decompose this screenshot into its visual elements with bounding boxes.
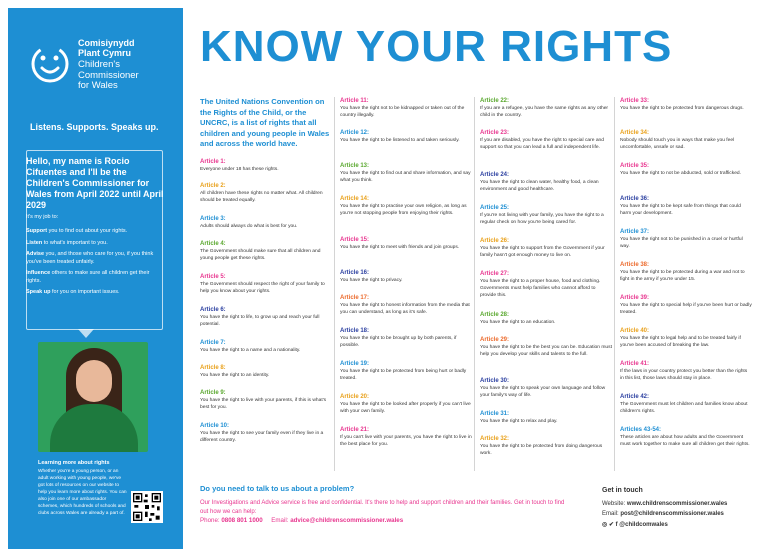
article-19: [340, 360, 472, 382]
article-24: [480, 171, 612, 193]
article-heading: Article 8:: [200, 365, 226, 371]
logo-line-1: Comisiynydd: [78, 38, 135, 48]
article-41: [620, 360, 752, 382]
article-heading: Article 29:: [480, 337, 510, 343]
article-heading: Article 15:: [340, 237, 370, 243]
article-heading: Article 25:: [480, 205, 510, 211]
article-text: You have the right to relax and play.: [480, 419, 558, 424]
phone-number[interactable]: 0808 801 1000: [221, 517, 263, 524]
article-heading: Article 33:: [620, 98, 650, 104]
job-lead: Speak up: [26, 289, 51, 295]
article-6: [200, 306, 332, 328]
article-text: You have the right to life, to grow up and reach your full potential.: [200, 315, 320, 327]
article-36: [620, 195, 752, 217]
job-lead: Advise: [26, 251, 45, 257]
article-28: [480, 311, 612, 326]
help-title: Do you need to talk to us about a problem?: [200, 484, 355, 493]
article-text: All children have these rights no matter what. All children should be treated equally.: [200, 191, 323, 203]
article-heading: Article 4:: [200, 241, 226, 247]
article-text: If you're not living with your family, you have the right to a regular check on how you're being cared for.: [480, 213, 604, 225]
article-heading: Article 35:: [620, 163, 650, 169]
article-heading: Article 24:: [480, 172, 510, 178]
article-37: [620, 228, 752, 250]
logo-line-2: Plant Cymru: [78, 48, 132, 58]
article-23: [480, 129, 612, 151]
article-text: You have the right to support from the Government if your family hasn't got enough money to live on.: [480, 246, 605, 258]
website-label: Website:: [602, 501, 626, 507]
job-item: [26, 240, 166, 248]
article-text: You have the right to be protected from dangerous drugs.: [620, 106, 744, 111]
job-lead: Listen: [26, 239, 43, 246]
article-text: These articles are about how adults and the Government must work together to make sure all children get their rights.: [620, 435, 750, 447]
article-text: You have the right to be the best you can be. Education must help you develop your skills and talents to the full.: [480, 345, 612, 357]
article-text: You have the right not to be punished in a cruel or hurtful way.: [620, 237, 743, 249]
column-divider: [334, 97, 335, 471]
article-13: [340, 162, 472, 184]
article-heading: Article 31:: [480, 411, 510, 417]
article-4: [200, 240, 332, 262]
job-text: you to find out about your rights.: [47, 228, 128, 234]
article-text: The Government must let children and families know about children's rights.: [620, 402, 748, 414]
article-32: [480, 435, 612, 457]
uncrc-intro: The United Nations Convention on the Rights of the Child, or the UNCRC, is a list of rights that all children and young people in Wales and across the world have.: [200, 97, 330, 148]
article-34: [620, 129, 752, 151]
article-heading: Article 39:: [620, 295, 650, 301]
tagline: Listens. Supports. Speaks up.: [30, 122, 159, 132]
article-10: [200, 422, 332, 444]
article-heading: Article 26:: [480, 238, 510, 244]
article-heading: Article 23:: [480, 130, 510, 136]
article-heading: Article 14:: [340, 196, 370, 202]
help-text: Our Investigations and Advice service is free and confidential. It's there to help and support children and their families. Get in touch to find out how we can help:: [200, 500, 565, 515]
article-1: [200, 158, 332, 173]
page-title: KNOW YOUR RIGHTS: [200, 22, 673, 71]
article-17: [340, 294, 472, 316]
article-text: You have the right to be brought up by both parents, if possible.: [340, 336, 457, 348]
article-heading: Article 28:: [480, 312, 510, 318]
article-30: [480, 377, 612, 399]
article-3: [200, 215, 332, 230]
job-text: others to make sure all children get their rights.: [26, 270, 150, 284]
article-5: [200, 273, 332, 295]
article-heading: Article 30:: [480, 378, 510, 384]
article-heading: Article 3:: [200, 216, 226, 222]
articles-43-54: [620, 426, 752, 448]
learn-more-text: Whether you're a young person, or an adult working with young people, we've got lots of resources on our website to help you learn more about rights. You can also join one of our ambassador schemes, which hundreds of schools and clubs across Wales are already a part of.: [38, 469, 127, 516]
article-heading: Article 40:: [620, 328, 650, 334]
article-8: [200, 364, 332, 379]
post-email-link[interactable]: post@childrenscommissioner.wales: [620, 511, 724, 517]
article-heading: Article 27:: [480, 271, 510, 277]
article-26: [480, 237, 612, 259]
social-handle[interactable]: @childcomwales: [619, 522, 668, 528]
job-item: [26, 251, 166, 266]
article-heading: Article 2:: [200, 183, 226, 189]
article-text: You have the right to special help if you've been hurt or badly treated.: [620, 303, 752, 315]
article-text: Adults should always do what is best for you.: [200, 224, 298, 229]
job-item: [26, 289, 166, 297]
article-text: You have the right to a proper house, food and clothing. Governments must help families who cannot afford to provide this.: [480, 279, 601, 298]
website-link[interactable]: www.childrenscommissioner.wales: [626, 501, 728, 507]
article-text: You have the right to live with your parents, if this is what's best for you.: [200, 398, 327, 410]
logo-line-4: Commissioner: [78, 69, 139, 81]
article-heading: Article 16:: [340, 270, 370, 276]
article-text: If you are disabled, you have the right to special care and support so that you can lead a full and independent life.: [480, 138, 604, 150]
article-29: [480, 336, 612, 358]
article-20: [340, 393, 472, 415]
article-text: If you are a refugee, you have the same rights as any other child in the country.: [480, 106, 609, 118]
article-2: [200, 182, 332, 204]
job-lead: Influence: [26, 270, 51, 276]
article-heading: Article 20:: [340, 394, 370, 400]
article-text: You have the right to an education.: [480, 320, 556, 325]
article-text: You have the right to be protected during a war and not to fight in the army if you're under 15.: [620, 270, 745, 282]
article-heading: Article 9:: [200, 390, 226, 396]
article-heading: Article 19:: [340, 361, 370, 367]
article-text: You have the right to legal help and to be treated fairly if you've been accused of breaking the law.: [620, 336, 741, 348]
commissioner-intro: Hello, my name is Rocio Cifuentes and I'll be the Children's Commissioner for Wales from April 2022 until April 2029: [26, 156, 164, 210]
article-heading: Article 6:: [200, 307, 226, 313]
article-heading: Article 36:: [620, 196, 650, 202]
article-heading: Article 34:: [620, 130, 650, 136]
article-22: [480, 97, 612, 119]
article-42: [620, 393, 752, 415]
article-text: If the laws in your country protect you better than the rights in this list, those laws should stay in place.: [620, 369, 748, 381]
get-in-touch-title: Get in touch: [602, 487, 643, 494]
article-heading: Article 7:: [200, 340, 226, 346]
article-40: [620, 327, 752, 349]
job-text: for you on important issues.: [50, 289, 120, 295]
article-27: [480, 270, 612, 299]
article-16: [340, 269, 472, 284]
article-heading: Article 21:: [340, 427, 370, 433]
article-heading: Articles 43-54:: [620, 427, 662, 433]
article-heading: Article 22:: [480, 98, 510, 104]
logo-line-5: for Wales: [78, 80, 118, 91]
speech-bubble-tail: [78, 329, 94, 338]
article-heading: Article 12:: [340, 130, 370, 136]
article-text: You have the right to be protected from doing dangerous work.: [480, 444, 603, 456]
article-heading: Article 10:: [200, 423, 230, 429]
article-38: [620, 261, 752, 283]
article-heading: Article 42:: [620, 394, 650, 400]
article-35: [620, 162, 752, 177]
article-15: [340, 236, 472, 251]
article-text: You have the right to see your family even if they live in a different country.: [200, 431, 324, 443]
article-31: [480, 410, 612, 425]
article-text: The Government should respect the right of your family to help you know about your rights.: [200, 282, 325, 294]
column-divider: [614, 97, 615, 471]
job-text: to what's important to you.: [42, 239, 108, 246]
logo-welsh-name: [78, 38, 135, 58]
article-33: [620, 97, 752, 112]
job-text: you, and those who care for you, if you think you've been treated unfairly.: [26, 251, 154, 265]
article-12: [340, 129, 472, 144]
job-lead: Support: [26, 228, 48, 234]
article-text: You have the right to not be abducted, sold or trafficked.: [620, 171, 741, 176]
logo-english-name: [78, 60, 139, 92]
qr-code[interactable]: [131, 491, 163, 523]
article-text: You have the right to a name and a nationality.: [200, 348, 301, 353]
phone-label: Phone:: [200, 517, 220, 524]
qr-code-icon: [133, 493, 161, 521]
article-text: Everyone under 18 has these rights.: [200, 167, 279, 172]
article-text: You have the right to be kept safe from things that could harm your development.: [620, 204, 741, 216]
article-text: You have the right to be looked after properly if you can't live with your own family.: [340, 402, 471, 414]
article-text: If you can't live with your parents, you have the right to live in the best place for you.: [340, 435, 472, 447]
article-39: [620, 294, 752, 316]
logo-face-icon: [30, 44, 70, 84]
article-text: You have the right to be protected from being hurt or badly treated.: [340, 369, 467, 381]
article-25: [480, 204, 612, 226]
website-line: [602, 501, 727, 507]
social-line: [602, 521, 668, 528]
article-heading: Article 32:: [480, 436, 510, 442]
article-heading: Article 5:: [200, 274, 226, 280]
help-contact: [200, 517, 403, 524]
article-heading: Article 17:: [340, 295, 370, 301]
article-heading: Article 18:: [340, 328, 370, 334]
email-line: [602, 511, 724, 517]
article-text: You have the right to privacy.: [340, 278, 403, 283]
email-label: Email:: [602, 511, 619, 517]
article-text: You have the right to be listened to and taken seriously.: [340, 138, 460, 143]
article-heading: Article 41:: [620, 361, 650, 367]
article-heading: Article 1:: [200, 159, 226, 165]
advice-email-link[interactable]: advice@childrenscommissioner.wales: [290, 517, 404, 524]
job-item: [26, 228, 166, 236]
article-text: You have the right to find out and share information, and say what you think.: [340, 171, 471, 183]
article-21: [340, 426, 472, 448]
article-text: You have the right to honest information from the media that you can understand, as long as it's safe.: [340, 303, 470, 315]
article-7: [200, 339, 332, 354]
article-14: [340, 195, 472, 217]
commissioner-logo[interactable]: [30, 38, 180, 98]
article-heading: Article 11:: [340, 98, 369, 104]
logo-line-3: Children's: [78, 59, 120, 70]
social-icons[interactable]: ◎ ✔ f: [602, 522, 618, 528]
article-text: You have the right not to be kidnapped or taken out of the country illegally.: [340, 106, 465, 118]
column-divider: [474, 97, 475, 471]
article-11: [340, 97, 472, 119]
job-item: [26, 270, 166, 285]
article-text: You have the right to an identity.: [200, 373, 270, 378]
article-heading: Article 13:: [340, 163, 370, 169]
article-heading: Article 38:: [620, 262, 650, 268]
article-9: [200, 389, 332, 411]
article-text: Nobody should touch you in ways that make you feel uncomfortable, unsafe or sad.: [620, 138, 735, 150]
job-list: [26, 228, 166, 301]
article-text: You have the right to clean water, healthy food, a clean environment and good healthcare.: [480, 180, 599, 192]
commissioner-photo: [38, 342, 148, 452]
job-intro: It's my job to:: [26, 214, 59, 220]
article-text: You have the right to practise your own religion, as long as you're not stopping people from enjoying their rights.: [340, 204, 467, 216]
article-heading: Article 37:: [620, 229, 650, 235]
article-text: The Government should make sure that all children and young people get these rights.: [200, 249, 321, 261]
article-text: You have the right to meet with friends and join groups.: [340, 245, 460, 250]
learn-more-title: Learning more about rights: [38, 460, 110, 466]
article-18: [340, 327, 472, 349]
email-label: Email:: [271, 517, 289, 524]
article-text: You have the right to speak your own language and follow your family's way of life.: [480, 386, 606, 398]
